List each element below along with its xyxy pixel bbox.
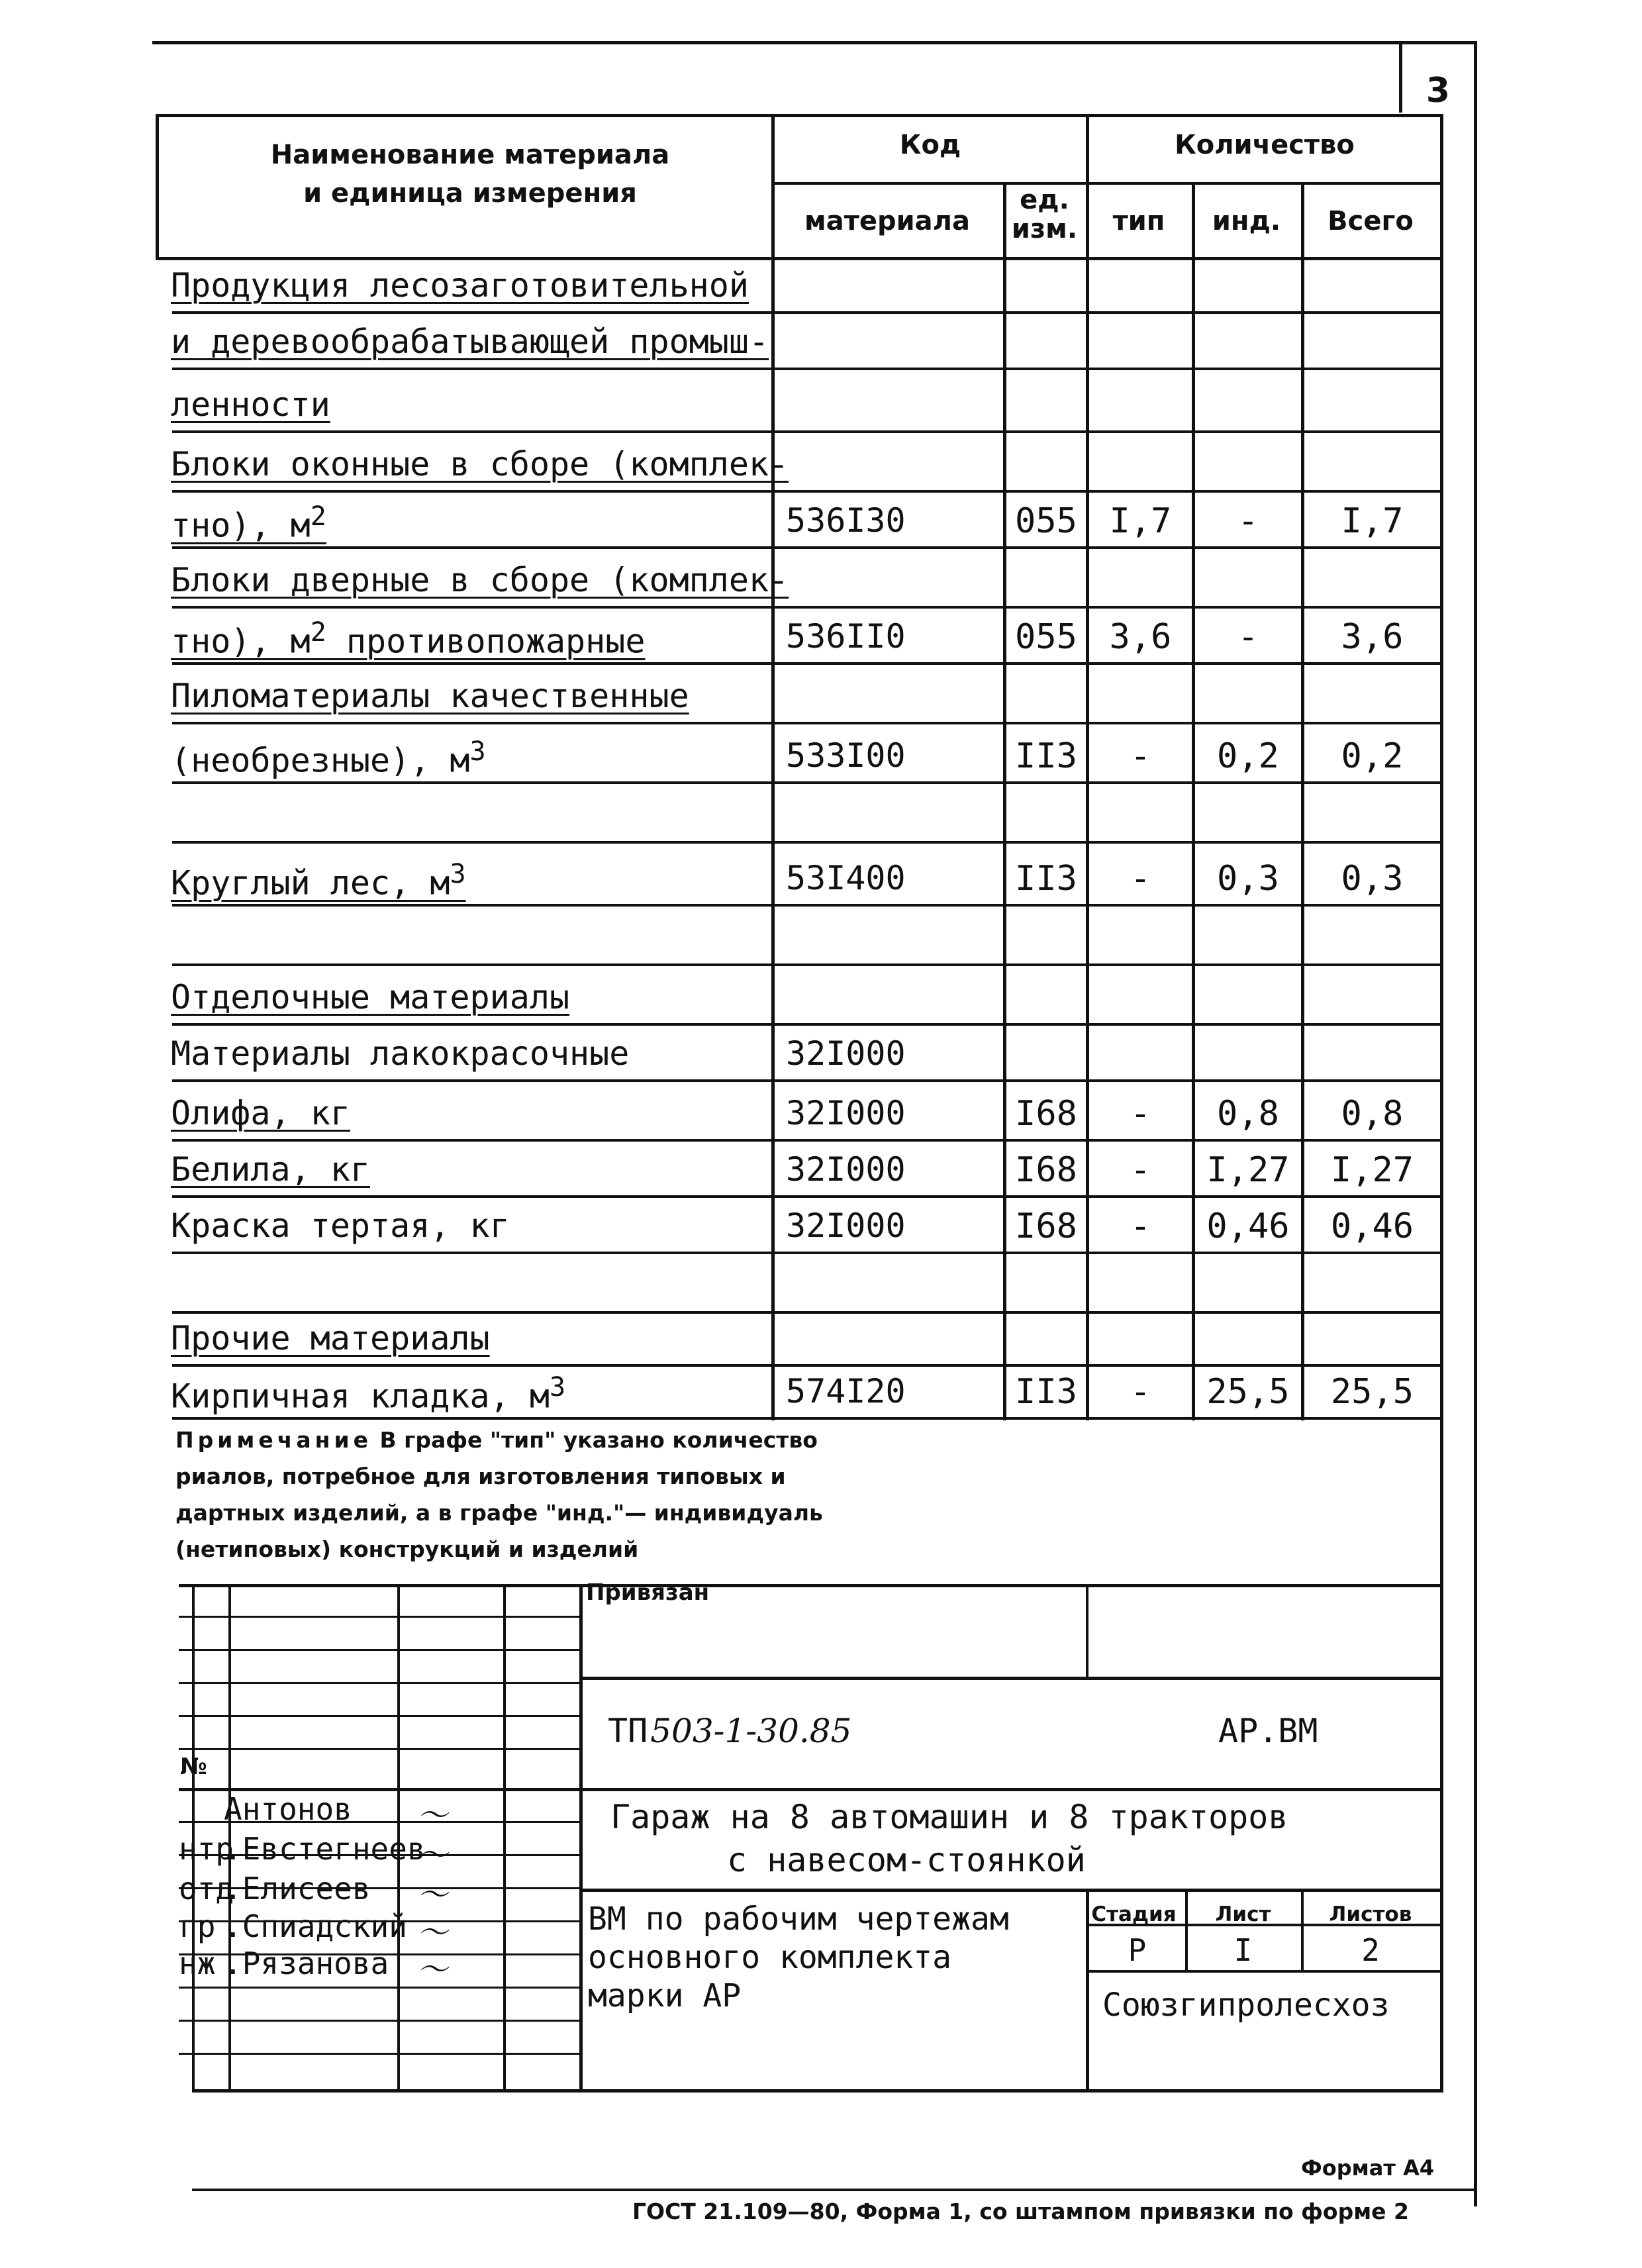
- unit-exponent: 3: [450, 859, 466, 889]
- material-code: 32I000: [786, 1150, 906, 1189]
- table-top-line: [156, 114, 1443, 117]
- row-line: [172, 1417, 1443, 1420]
- qty-tip: -: [1130, 736, 1151, 776]
- person-name: .Спиадский: [224, 1908, 407, 1944]
- col-line-right: [1440, 114, 1443, 1420]
- qty-ind: 0,2: [1217, 736, 1279, 776]
- sheet-label: Лист: [1215, 1902, 1271, 1926]
- signature-row-line: [179, 2053, 579, 2055]
- row-name-text: Краска тертая, кг: [171, 1207, 510, 1245]
- material-code: 32I000: [786, 1207, 906, 1245]
- row-line: [172, 430, 1443, 433]
- stage-value: Р: [1128, 1932, 1147, 1968]
- row-line: [172, 1079, 1443, 1082]
- row-name-text: Отделочные материалы: [171, 978, 570, 1016]
- row-name: [171, 266, 749, 305]
- person-signature: 〜: [417, 1837, 448, 1873]
- row-name-text: Белила, кг: [171, 1150, 371, 1189]
- row-name: [171, 501, 326, 545]
- person-signature: 〜: [417, 1951, 448, 1987]
- unit-code: II3: [1015, 736, 1077, 776]
- qty-tip: -: [1130, 1372, 1151, 1412]
- row-line: [172, 841, 1443, 844]
- qty-tip: -: [1130, 1207, 1151, 1246]
- signature-row-line: [179, 2020, 579, 2022]
- header-ind: инд.: [1212, 206, 1281, 236]
- note-line-4: (нетиповых) конструкций и изделий: [175, 1536, 639, 1562]
- row-name: [171, 677, 689, 715]
- qty-total: I,27: [1330, 1150, 1414, 1190]
- signature-col-line: [503, 1584, 506, 2089]
- unit-code: I68: [1015, 1150, 1077, 1190]
- qty-total: 0,8: [1341, 1094, 1404, 1134]
- qty-total: 3,6: [1341, 617, 1404, 657]
- unit-exponent: 3: [469, 736, 486, 767]
- row-line: [172, 904, 1443, 907]
- person-role: нтр: [179, 1831, 234, 1867]
- qty-ind: 0,8: [1217, 1094, 1279, 1134]
- qty-total: 0,2: [1341, 736, 1404, 776]
- row-name-text: Пиломатериалы качественные: [171, 677, 689, 715]
- row-name: [171, 1319, 490, 1357]
- privyazan-divider: [1086, 1584, 1088, 1677]
- material-code: 533I00: [786, 736, 906, 775]
- row-line: [172, 546, 1443, 549]
- signature-row-line: [179, 1715, 579, 1717]
- row-line: [172, 368, 1443, 370]
- row-line: [172, 781, 1443, 784]
- row-line: [172, 1023, 1443, 1026]
- row-name-text: ленности: [171, 385, 330, 424]
- row-name-text: и деревообрабатывающей промыш-: [171, 322, 769, 361]
- unit-exponent: 2: [310, 617, 326, 648]
- person-signature: 〜: [417, 1914, 448, 1950]
- qty-total: 25,5: [1330, 1372, 1414, 1412]
- row-name: [171, 445, 789, 483]
- no-sign: №: [180, 1753, 207, 1780]
- signature-row-line: [179, 1748, 579, 1750]
- organization: Союзгипролесхоз: [1102, 1987, 1390, 2024]
- qty-ind: 0,3: [1217, 859, 1279, 899]
- person-role: нж: [179, 1946, 216, 1981]
- row-name: [171, 736, 486, 780]
- qty-tip: 3,6: [1109, 617, 1172, 657]
- qty-tip: -: [1130, 1094, 1151, 1134]
- note-text-1: В графе "тип" указано количество: [371, 1427, 818, 1453]
- unit-exponent: 2: [310, 501, 326, 532]
- stamp-line-c: [579, 1889, 1443, 1892]
- header-total: Всего: [1328, 206, 1414, 236]
- doc-code: ТП: [608, 1712, 648, 1750]
- person-role: гр: [179, 1908, 216, 1944]
- qty-ind: -: [1237, 617, 1259, 657]
- stamp-right-line: [1440, 1584, 1443, 2093]
- row-name: [171, 617, 645, 661]
- row-name-suffix: противопожарные: [326, 622, 646, 661]
- header-material: материала: [804, 206, 970, 236]
- material-code: 536II0: [786, 617, 906, 656]
- stamp-top-line: [179, 1584, 1443, 1587]
- unit-code: 055: [1015, 617, 1077, 657]
- row-line: [172, 722, 1443, 724]
- signature-row-line: [179, 1682, 579, 1684]
- unit-exponent: 3: [549, 1372, 566, 1403]
- row-line: [172, 1195, 1443, 1198]
- qty-total: I,7: [1341, 501, 1404, 541]
- person-name: .Евстегнеев: [224, 1831, 426, 1867]
- sheet-number: 3: [1425, 71, 1451, 111]
- person-name: .Елисеев: [224, 1871, 371, 1906]
- qty-total: 0,46: [1330, 1207, 1414, 1246]
- qty-tip: -: [1130, 1150, 1151, 1190]
- row-name: [171, 1150, 370, 1189]
- note-line-2: риалов, потребное для изготовления типовых и: [175, 1463, 786, 1489]
- signature-row-line: [179, 1649, 579, 1651]
- row-name: [171, 385, 330, 424]
- person-name: .Рязанова: [224, 1946, 389, 1981]
- subtitle-line-3: марки АР: [588, 1977, 742, 2014]
- sheets-value: 2: [1361, 1932, 1380, 1968]
- stamp-line-a: [579, 1677, 1443, 1680]
- row-line: [172, 1252, 1443, 1254]
- note-label: Примечание: [175, 1427, 372, 1453]
- person-signature: 〜: [417, 1877, 448, 1912]
- qty-tip: I,7: [1109, 501, 1172, 541]
- material-code: 53I400: [786, 859, 906, 897]
- material-code: 32I000: [786, 1094, 906, 1132]
- qty-total: 0,3: [1341, 859, 1404, 899]
- row-name-text: Продукция лесозаготовительной: [171, 266, 749, 305]
- unit-code: II3: [1015, 1372, 1077, 1412]
- bottom-frame-line: [192, 2189, 1476, 2191]
- subtitle-line-2: основного комплекта: [588, 1939, 952, 1976]
- row-name: [171, 322, 769, 361]
- unit-code: II3: [1015, 859, 1077, 899]
- sheets-label: Листов: [1329, 1902, 1412, 1926]
- note-line-1: [175, 1427, 818, 1453]
- row-name-text: Олифа, кг: [171, 1094, 350, 1132]
- format-label: Формат А4: [1301, 2155, 1435, 2181]
- row-line: [172, 662, 1443, 665]
- top-frame-line: [152, 41, 1476, 44]
- header-name-column: Наименование материала и единица измерения: [270, 140, 670, 209]
- stamp-bottom-line: [192, 2089, 1443, 2093]
- row-name: [171, 561, 789, 599]
- person-role: отд: [179, 1871, 234, 1906]
- row-line: [172, 963, 1443, 966]
- doc-mark: АР.ВМ: [1218, 1712, 1318, 1750]
- doc-number: 503-1-30.85: [650, 1712, 852, 1750]
- title-line-1: Гараж на 8 автомашин и 8 тракторов: [610, 1798, 1288, 1836]
- row-name-text: (необрезные), м: [171, 741, 470, 780]
- stamp-main-left: [579, 1584, 583, 2093]
- table-left-line: [156, 114, 159, 258]
- privyazan-label: Привязан: [586, 1579, 710, 1606]
- material-code: 536I30: [786, 501, 906, 540]
- header-tip: тип: [1112, 206, 1165, 236]
- row-name-text: Прочие материалы: [171, 1319, 490, 1357]
- row-name: [171, 1094, 350, 1132]
- row-name-text: Кирпичная кладка, м: [171, 1377, 550, 1416]
- stamp-line-b: [179, 1788, 1443, 1791]
- qty-ind: 25,5: [1206, 1372, 1290, 1412]
- person-name: Антонов: [224, 1791, 352, 1827]
- person-signature: 〜: [417, 1797, 448, 1833]
- info-row-line-2: [1086, 1970, 1440, 1973]
- qty-ind: 0,46: [1206, 1207, 1290, 1246]
- header-mid-line: [771, 182, 1443, 185]
- row-name-text: Круглый лес, м: [171, 863, 450, 903]
- right-frame-line: [1474, 41, 1477, 2206]
- row-line: [172, 1364, 1443, 1367]
- qty-tip: -: [1130, 859, 1151, 899]
- header-unit: ед. изм.: [1011, 185, 1078, 244]
- row-name: [171, 1372, 565, 1416]
- row-name-text: Материалы лакокрасочные: [171, 1034, 630, 1073]
- row-line: [172, 1139, 1443, 1142]
- note-line-3: дартных изделий, а в графе "инд."— индивидуаль: [175, 1500, 823, 1526]
- row-line: [172, 490, 1443, 493]
- row-name: [171, 859, 466, 903]
- title-line-2: с навесом-стоянкой: [727, 1841, 1086, 1879]
- material-code: 32I000: [786, 1034, 906, 1073]
- row-name-text: тно), м: [171, 622, 311, 661]
- signature-row-line: [179, 1987, 579, 1989]
- stage-label: Стадия: [1091, 1902, 1177, 1926]
- row-name-text: Блоки оконные в сборе (комплек-: [171, 445, 789, 483]
- row-name-text: тно), м: [171, 506, 311, 545]
- header-bottom-line: [156, 257, 1443, 260]
- doc-code-cell: [608, 1712, 851, 1750]
- gost-label: ГОСТ 21.109—80, Форма 1, со штампом привязки по форме 2: [632, 2198, 1409, 2224]
- unit-code: I68: [1015, 1207, 1077, 1246]
- row-name: [171, 1034, 629, 1073]
- signature-row-line: [179, 1616, 579, 1618]
- header-quantity: Количество: [1175, 130, 1355, 160]
- qty-ind: -: [1237, 501, 1259, 541]
- subtitle-line-1: ВМ по рабочим чертежам: [588, 1900, 1009, 1938]
- row-name: [171, 978, 569, 1016]
- material-code: 574I20: [786, 1372, 906, 1410]
- note-right-line: [1440, 1417, 1443, 1586]
- unit-code: 055: [1015, 501, 1077, 541]
- header-code: Код: [899, 130, 961, 160]
- row-name-text: Блоки дверные в сборе (комплек-: [171, 561, 789, 599]
- qty-ind: I,27: [1206, 1150, 1290, 1190]
- row-line: [172, 311, 1443, 314]
- row-line: [172, 1311, 1443, 1314]
- row-line: [172, 606, 1443, 609]
- sheet-value: I: [1233, 1932, 1253, 1968]
- row-name: [171, 1207, 510, 1245]
- unit-code: I68: [1015, 1094, 1077, 1134]
- col-line-code: [771, 114, 775, 1420]
